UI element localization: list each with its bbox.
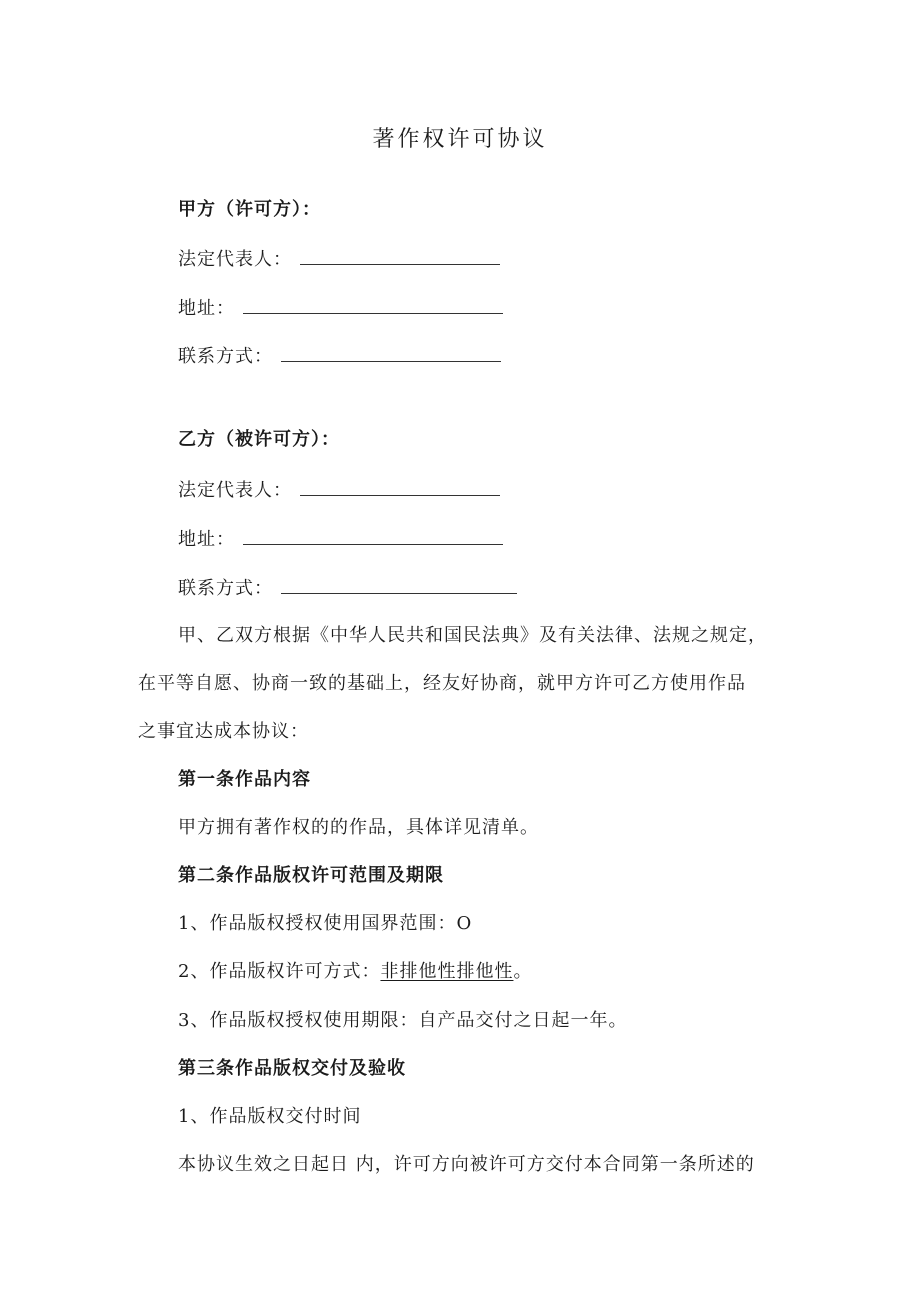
party-a-heading: 甲方（许可方）： — [178, 199, 321, 220]
article-1-text: 甲方拥有著作权的的作品，具体详见清单。 — [178, 817, 539, 838]
article-2-item-2 — [178, 960, 532, 984]
party-b-rep-row — [178, 477, 500, 503]
party-b-address-label: 地址： — [178, 529, 235, 550]
party-b-address-row — [178, 526, 503, 552]
article-2-item-2-suffix: 。 — [513, 961, 533, 982]
party-a-contact-label: 联系方式： — [178, 346, 273, 367]
article-2-item-2-prefix: 2、作品版权许可方式： — [178, 961, 381, 982]
party-a-rep-row — [178, 246, 500, 272]
preamble-line-1: 甲、乙双方根据《中华人民共和国民法典》及有关法律、法规之规定， — [178, 625, 767, 646]
article-2-item-3: 3、作品版权授权使用期限：自产品交付之日起一年。 — [178, 1010, 628, 1031]
article-2-item-1: 1、作品版权授权使用国界范围：O — [178, 913, 473, 934]
party-a-contact-row — [178, 343, 501, 369]
party-a-address-row — [178, 295, 503, 321]
party-a-rep-label: 法定代表人： — [178, 249, 292, 270]
party-b-contact-blank[interactable] — [281, 575, 517, 594]
article-1-heading: 第一条作品内容 — [178, 769, 311, 790]
article-3-item-1: 1、作品版权交付时间 — [178, 1106, 362, 1127]
article-2-heading: 第二条作品版权许可范围及期限 — [178, 865, 444, 886]
article-2-license-type: 非排他性排他性 — [380, 961, 514, 982]
preamble-line-3: 之事宜达成本协议： — [138, 721, 309, 742]
article-3-text: 本协议生效之日起日 内，许可方向被许可方交付本合同第一条所述的 — [178, 1154, 755, 1175]
party-b-heading: 乙方（被许可方）： — [178, 429, 340, 450]
party-a-address-label: 地址： — [178, 298, 235, 319]
preamble-line-2: 在平等自愿、协商一致的基础上，经友好协商，就甲方许可乙方使用作品 — [138, 673, 746, 694]
party-b-address-blank[interactable] — [243, 526, 503, 545]
party-b-rep-label: 法定代表人： — [178, 480, 292, 501]
party-b-rep-blank[interactable] — [300, 477, 500, 496]
document-title: 著作权许可协议 — [372, 127, 548, 152]
article-3-heading: 第三条作品版权交付及验收 — [178, 1058, 406, 1079]
party-b-contact-label: 联系方式： — [178, 578, 273, 599]
party-a-contact-blank[interactable] — [281, 343, 501, 362]
party-a-address-blank[interactable] — [243, 295, 503, 314]
party-a-rep-blank[interactable] — [300, 246, 500, 265]
party-b-contact-row — [178, 575, 517, 601]
